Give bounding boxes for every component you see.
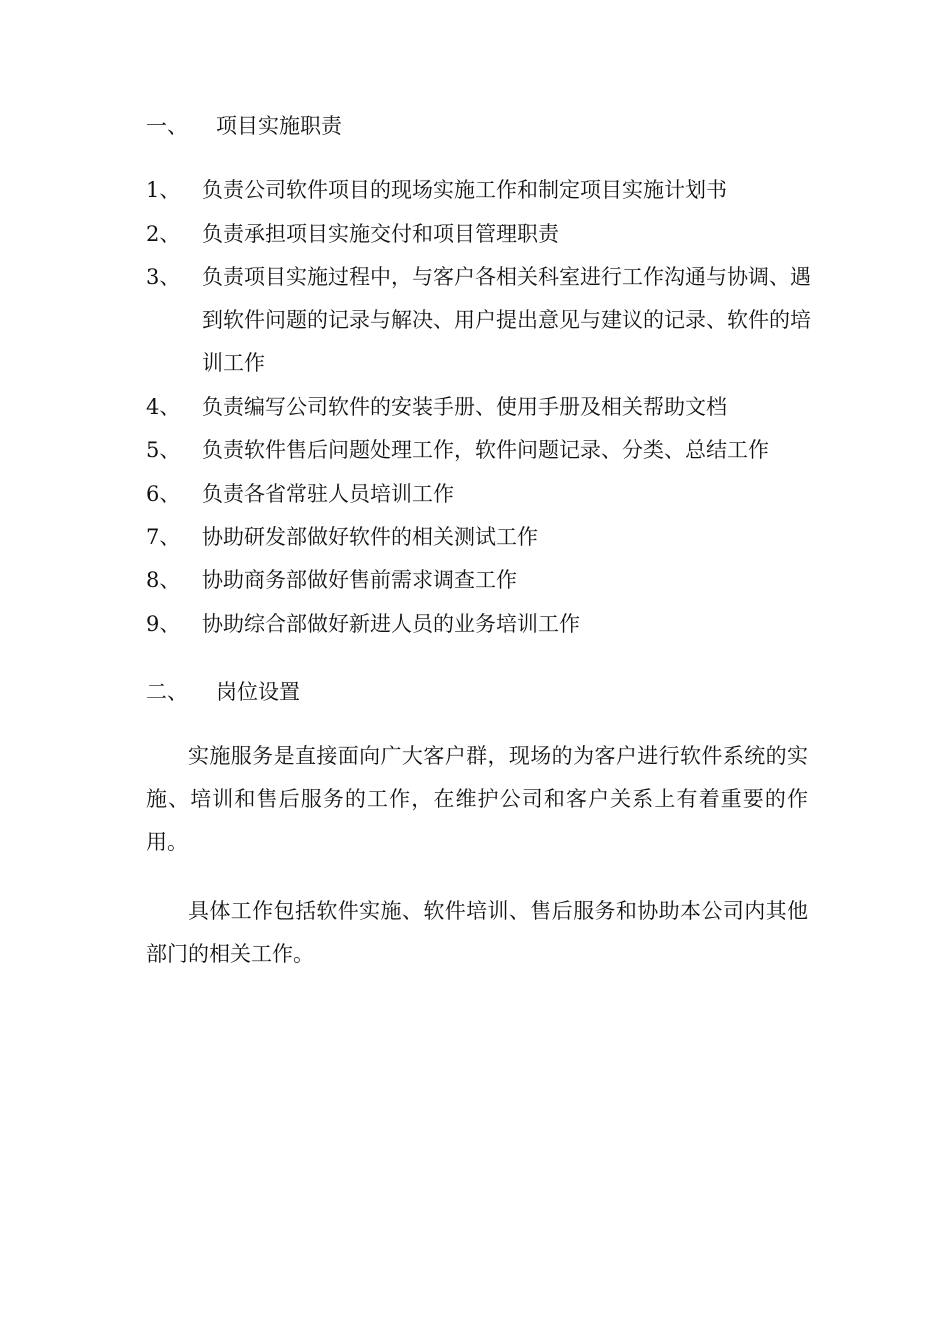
list-item xyxy=(146,386,826,429)
list-item-number: 3、 xyxy=(146,265,181,289)
list-item-text: 协助综合部做好新进人员的业务培训工作 xyxy=(202,612,580,636)
list-item-number: 1、 xyxy=(146,178,181,202)
list-item-number: 6、 xyxy=(146,482,181,506)
list-item-text: 负责项目实施过程中，与客户各相关科室进行工作沟通与协调、遇到软件问题的记录与解决、用户提出意见与建议的记录、软件的培训工作 xyxy=(202,265,811,375)
list-item-number: 5、 xyxy=(146,438,181,462)
list-item xyxy=(146,603,826,646)
list-item-text: 协助商务部做好售前需求调查工作 xyxy=(202,568,517,592)
list-item-number: 2、 xyxy=(146,222,181,246)
section-number: 一、 xyxy=(146,114,188,138)
section-title: 岗位设置 xyxy=(216,680,300,704)
list-item-text: 负责公司软件项目的现场实施工作和制定项目实施计划书 xyxy=(202,178,727,202)
list-item xyxy=(146,213,826,256)
list-item-text: 负责编写公司软件的安装手册、使用手册及相关帮助文档 xyxy=(202,395,727,419)
section-heading-1 xyxy=(146,111,342,141)
list-item xyxy=(146,473,826,516)
section-number: 二、 xyxy=(146,680,188,704)
list-item-text: 负责承担项目实施交付和项目管理职责 xyxy=(202,222,559,246)
list-item-text: 负责各省常驻人员培训工作 xyxy=(202,482,454,506)
list-item xyxy=(146,256,826,385)
section-title: 项目实施职责 xyxy=(216,114,342,138)
list-item xyxy=(146,516,826,559)
list-item-text: 协助研发部做好软件的相关测试工作 xyxy=(202,525,538,549)
list-item xyxy=(146,169,826,212)
list-item-number: 8、 xyxy=(146,568,181,592)
list-item-number: 7、 xyxy=(146,525,181,549)
list-item-text: 负责软件售后问题处理工作，软件问题记录、分类、总结工作 xyxy=(202,438,769,462)
section-heading-2 xyxy=(146,677,300,707)
list-item-number: 4、 xyxy=(146,395,181,419)
body-paragraph: 具体工作包括软件实施、软件培训、售后服务和协助本公司内其他部门的相关工作。 xyxy=(146,899,808,966)
body-paragraph: 实施服务是直接面向广大客户群，现场的为客户进行软件系统的实施、培训和售后服务的工作，在维护公司和客户关系上有着重要的作用。 xyxy=(146,744,808,854)
list-item-number: 9、 xyxy=(146,612,181,636)
list-item xyxy=(146,429,826,472)
list-item xyxy=(146,559,826,602)
